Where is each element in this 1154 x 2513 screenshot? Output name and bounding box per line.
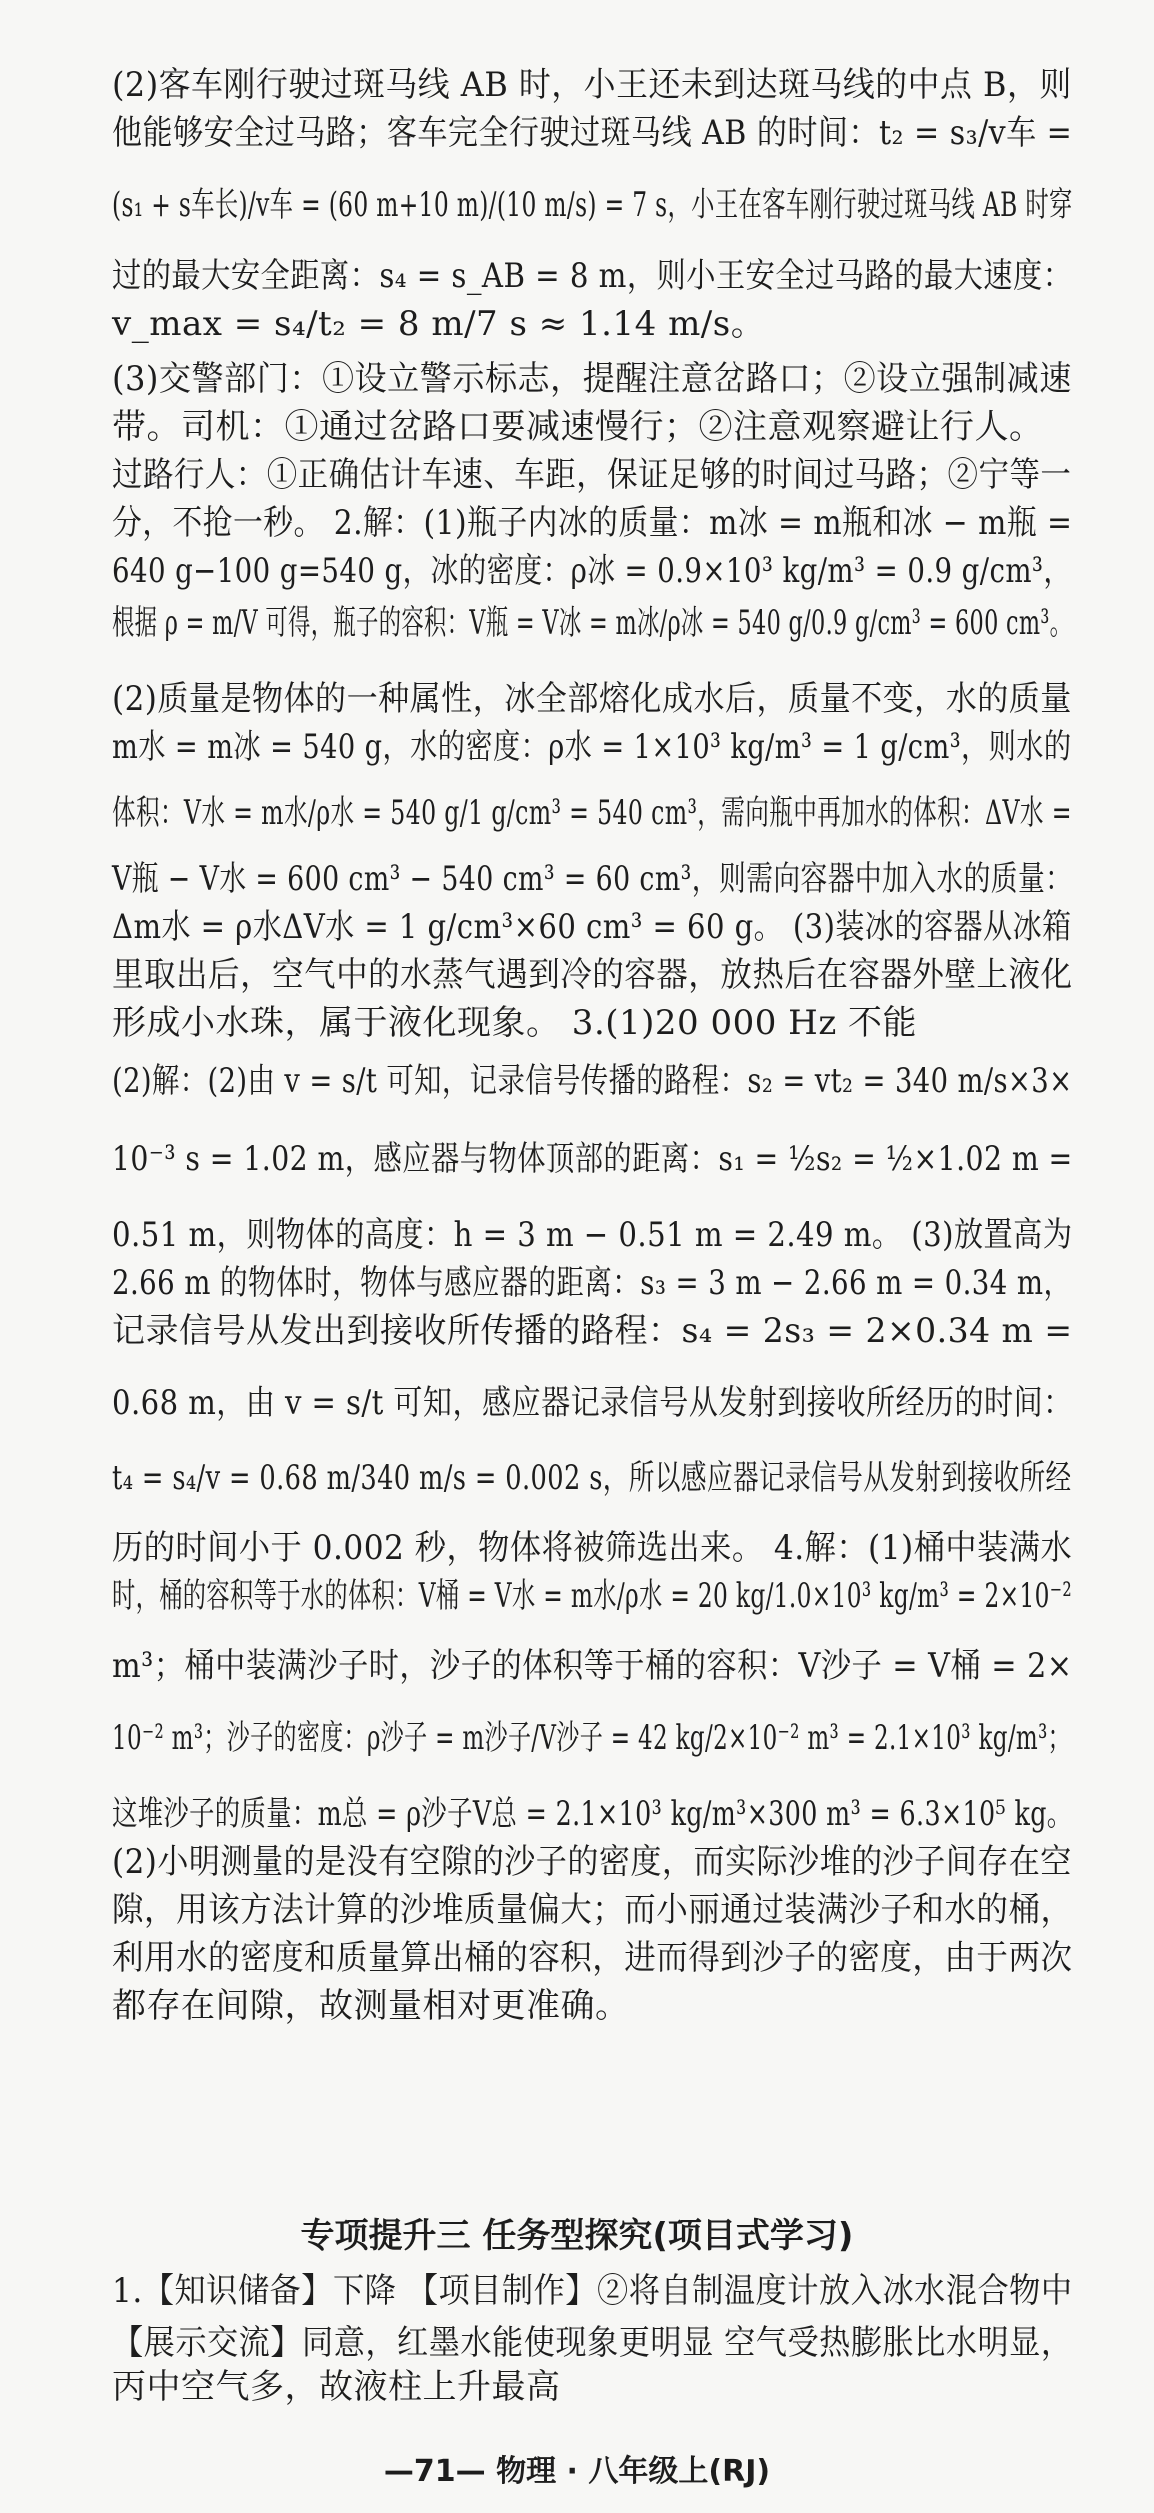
text-line-9: 分，不抢一秒。 2.解：(1)瓶子内冰的质量：m冰 = m瓶和冰 − m瓶 = — [112, 503, 1073, 543]
text-line-14: 体积：V水 = m水/ρ水 = 540 g/1 g/cm³ = 540 cm³，需向瓶中再加水的体积：ΔV水 = — [112, 793, 1072, 833]
text-line-11: 根据 ρ = m/V 可得，瓶子的容积：V瓶 = V冰 = m冰/ρ冰 = 540 g/0.9 g/cm³ = 600 cm³。 — [112, 603, 1073, 643]
text-line-27: 时，桶的容积等于水的体积：V桶 = V水 = m水/ρ水 = 20 kg/1.0×10³ kg/m³ = 2×10⁻² — [112, 1576, 1073, 1616]
text-line-22: 2.66 m 的物体时，物体与感应器的距离：s₃ = 3 m − 2.66 m = 0.34 m， — [112, 1263, 1072, 1303]
text-line-21: 0.51 m，则物体的高度：h = 3 m − 0.51 m = 2.49 m。 (3)放置高为 — [112, 1215, 1073, 1255]
answer-line-2: 【展示交流】同意，红墨水能使现象更明显 空气受热膨胀比水明显， — [112, 2323, 1073, 2363]
text-line-7: 带。司机：①通过岔路口要减速慢行；②注意观察避让行人。 — [112, 407, 1044, 447]
text-line-17: 里取出后，空气中的水蒸气遇到冷的容器，放热后在容器外壁上液化 — [112, 955, 1073, 995]
text-line-31: (2)小明测量的是没有空隙的沙子的密度，而实际沙堆的沙子间存在空 — [112, 1842, 1072, 1882]
text-line-32: 隙，用该方法计算的沙堆质量偏大；而小丽通过装满沙子和水的桶， — [112, 1890, 1073, 1930]
text-line-33: 利用水的密度和质量算出桶的容积，进而得到沙子的密度，由于两次 — [112, 1938, 1073, 1978]
text-line-30: 这堆沙子的质量：m总 = ρ沙子V总 = 2.1×10³ kg/m³×300 m³ = 6.3×10⁵ kg。 — [112, 1794, 1073, 1834]
text-line-20: 10⁻³ s = 1.02 m，感应器与物体顶部的距离：s₁ = ½s₂ = ½×1.02 m = — [112, 1139, 1073, 1179]
text-line-2: 他能够安全过马路；客车完全行驶过斑马线 AB 的时间：t₂ = s₃/v车 = — [112, 113, 1073, 153]
section-heading: 专项提升三 任务型探究(项目式学习) — [300, 2216, 854, 2256]
answer-line-3: 丙中空气多，故液柱上升最高 — [112, 2367, 561, 2407]
text-line-29: 10⁻² m³；沙子的密度：ρ沙子 = m沙子/V沙子 = 42 kg/2×10⁻² m³ = 2.1×10³ kg/m³； — [112, 1718, 1072, 1758]
text-line-28: m³；桶中装满沙子时，沙子的体积等于桶的容积：V沙子 = V桶 = 2× — [112, 1646, 1073, 1686]
text-line-34: 都存在间隙，故测量相对更准确。 — [112, 1986, 630, 2026]
text-line-15: V瓶 − V水 = 600 cm³ − 540 cm³ = 60 cm³，则需向容器中加入水的质量： — [112, 859, 1073, 899]
text-line-25: t₄ = s₄/v = 0.68 m/340 m/s = 0.002 s，所以感应器记录信号从发射到接收所经 — [112, 1458, 1072, 1498]
text-line-12: (2)质量是物体的一种属性，冰全部熔化成水后，质量不变，水的质量 — [112, 679, 1072, 719]
text-line-5: v_max = s₄/t₂ = 8 m/7 s ≈ 1.14 m/s。 — [112, 304, 766, 344]
text-line-8: 过路行人：①正确估计车速、车距，保证足够的时间过马路；②宁等一 — [112, 455, 1072, 495]
text-line-26: 历的时间小于 0.002 秒，物体将被筛选出来。 4.解：(1)桶中装满水 — [112, 1528, 1073, 1568]
text-line-16: Δm水 = ρ水ΔV水 = 1 g/cm³×60 cm³ = 60 g。 (3)装冰的容器从冰箱 — [112, 907, 1072, 947]
text-line-19: (2)解：(2)由 v = s/t 可知，记录信号传播的路程：s₂ = vt₂ = 340 m/s×3× — [112, 1061, 1073, 1101]
text-line-4: 过的最大安全距离：s₄ = s_AB = 8 m，则小王安全过马路的最大速度： — [112, 256, 1073, 296]
answer-line-1: 1.【知识储备】下降 【项目制作】②将自制温度计放入冰水混合物中 — [112, 2271, 1073, 2311]
text-line-23: 记录信号从发出到接收所传播的路程：s₄ = 2s₃ = 2×0.34 m = — [112, 1311, 1073, 1351]
page-footer: —71— 物理 · 八年级上(RJ) — [383, 2454, 771, 2489]
text-line-10: 640 g−100 g=540 g，冰的密度：ρ冰 = 0.9×10³ kg/m³ = 0.9 g/cm³， — [112, 551, 1072, 591]
text-line-3: (s₁ + s车长)/v车 = (60 m+10 m)/(10 m/s) = 7 s，小王在客车刚行驶过斑马线 AB 时穿 — [112, 185, 1073, 225]
text-line-6: (3)交警部门：①设立警示标志，提醒注意岔路口；②设立强制减速 — [112, 359, 1072, 399]
text-line-1: (2)客车刚行驶过斑马线 AB 时，小王还未到达斑马线的中点 B，则 — [112, 65, 1072, 105]
text-line-13: m水 = m冰 = 540 g，水的密度：ρ水 = 1×10³ kg/m³ = 1 g/cm³，则水的 — [112, 727, 1072, 767]
text-line-24: 0.68 m，由 v = s/t 可知，感应器记录信号从发射到接收所经历的时间： — [112, 1383, 1073, 1423]
text-line-18: 形成小水珠，属于液化现象。 3.(1)20 000 Hz 不能 — [112, 1003, 918, 1043]
